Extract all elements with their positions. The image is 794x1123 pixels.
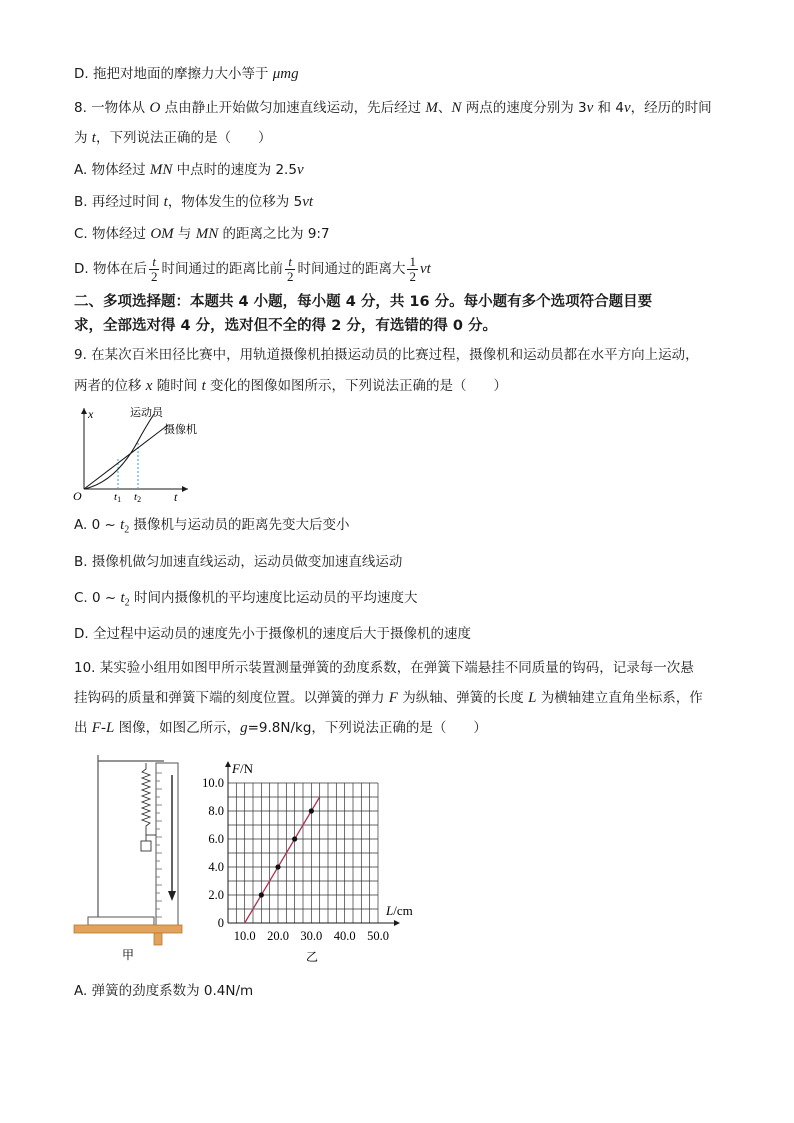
q10-fl-chart <box>200 755 425 970</box>
q10-text: 出 <box>74 720 92 736</box>
q9-option-a-text: A. 0 ~ <box>74 517 121 533</box>
q8-var-n: N <box>451 100 462 116</box>
y-tick-label: 6.0 <box>208 832 224 846</box>
base-block <box>88 917 154 925</box>
q8-text: 和 4 <box>593 100 624 116</box>
q8-var-v: v <box>623 100 631 116</box>
q9-stem-line1: 9. 在某次百米田径比赛中，用轨道摄像机拍摄运动员的比赛过程，摄像机和运动员都在水平方向上运动， <box>74 347 699 363</box>
y-tick-label: 2.0 <box>208 888 224 902</box>
fraction <box>149 255 160 284</box>
q10-stem-line2 <box>74 688 703 708</box>
q9-stem-line2 <box>74 376 507 396</box>
fraction-numerator: t <box>149 255 160 270</box>
q9-var-x: x <box>145 378 153 394</box>
data-point <box>259 892 264 897</box>
q8-text: 两点的速度分别为 3 <box>461 100 587 116</box>
q8-option-c-text: C. 物体经过 <box>74 226 151 242</box>
q8-stem-line2 <box>74 128 271 148</box>
q8-var-vt: vt <box>419 261 431 277</box>
q8-var-om: OM <box>150 226 174 242</box>
chart-xlabel: L/cm <box>386 903 413 918</box>
q8-option-d-text: D. 物体在后 <box>74 261 147 277</box>
fraction <box>285 255 296 284</box>
t2-label: t2 <box>134 491 142 504</box>
q10-text: =9.8N/kg，下列说法正确的是（ ） <box>247 720 487 736</box>
q10-stem-line1: 10. 某实验小组用如图甲所示装置测量弹簧的劲度系数，在弹簧下端悬挂不同质量的钩码，记录每一次悬 <box>74 660 694 676</box>
x-tick-label: 30.0 <box>300 929 323 943</box>
q9-option-a-text: 摄像机与运动员的距离先变大后变小 <box>129 517 350 533</box>
q9-text: 两者的位移 <box>74 378 146 394</box>
data-point <box>292 836 297 841</box>
q8-stem-line1 <box>74 98 712 118</box>
athlete-label: 运动员 <box>130 406 163 419</box>
q8-text: 为 <box>74 130 92 146</box>
q8-option-c <box>74 224 330 244</box>
fit-line <box>245 797 320 923</box>
q9-option-a <box>74 515 350 541</box>
q9-option-d: D. 全过程中运动员的速度先小于摄像机的速度后大于摄像机的速度 <box>74 626 471 642</box>
t1-label: t1 <box>114 491 122 504</box>
q8-option-a-text: A. 物体经过 <box>74 162 150 178</box>
q8-var-mn: MN <box>195 226 219 242</box>
q9-var-t: t <box>201 378 206 394</box>
y-axis-label: x <box>88 407 94 421</box>
x-axis-label: t <box>174 490 178 504</box>
q8-text: 8. 一物体从 <box>74 100 150 116</box>
x-tick-label: 50.0 <box>367 929 389 943</box>
q8-option-b-text: ，物体发生的位移为 5 <box>167 194 303 210</box>
q8-option-a <box>74 160 304 180</box>
figure-b-label: 乙 <box>305 950 319 964</box>
q8-option-d <box>74 252 431 286</box>
q9-option-c-text: 时间内摄像机的平均速度比运动员的平均速度大 <box>129 590 418 606</box>
q8-var-t: t <box>163 194 168 210</box>
spring <box>142 763 150 835</box>
q10-text: 为横轴建立直角坐标系，作 <box>536 690 703 706</box>
camera-line <box>84 425 168 489</box>
q8-var-v: v <box>586 100 594 116</box>
q9-option-c-text: C. 0 ~ <box>74 590 121 606</box>
fraction-denominator: 2 <box>409 268 416 284</box>
q10-text: 图像，如图乙所示， <box>114 720 241 736</box>
q8-var-mn: MN <box>149 162 173 178</box>
fraction-numerator: t <box>285 255 296 270</box>
x-tick-label: 40.0 <box>333 929 356 943</box>
q9-option-b: B. 摄像机做匀加速直线运动，运动员做变加速直线运动 <box>74 554 403 570</box>
origin-label: O <box>73 489 82 503</box>
table-top <box>74 925 182 933</box>
chart-grid <box>228 783 378 923</box>
q8-option-d-text: 时间通过的距离比前 <box>161 261 283 277</box>
q10-stem-line3 <box>74 718 487 738</box>
q8-option-d-text: 时间通过的距离大 <box>297 261 406 277</box>
q9-text: 变化的图像如图所示，下列说法正确的是（ ） <box>205 378 508 394</box>
camera-label: 摄像机 <box>164 423 197 436</box>
figure-a-label: 甲 <box>121 948 135 962</box>
section2-heading-line2: 求，全部选对得 4 分，选对但不全的得 2 分，有选错的得 0 分。 <box>74 318 498 334</box>
q9-var-t: t <box>120 517 125 533</box>
q8-option-b-text: B. 再经过时间 <box>74 194 164 210</box>
q8-option-c-text: 的距离之比为 9:7 <box>218 226 330 242</box>
q7-option-d-text: D. 拖把对地面的摩擦力大小等于 <box>74 66 273 82</box>
q9-option-c <box>74 588 417 614</box>
x-tick-label: 20.0 <box>267 929 289 943</box>
q9-xt-graph <box>70 402 200 504</box>
table-leg <box>154 933 162 945</box>
data-point <box>275 864 280 869</box>
x-tick-label: 10.0 <box>233 929 256 943</box>
q10-text: 挂钩码的质量和弹簧下端的刻度位置。以弹簧的弹力 <box>74 690 389 706</box>
q8-option-a-text: 中点时的速度为 2.5 <box>172 162 297 178</box>
q10-var-g: g <box>240 720 248 736</box>
q8-text: ，经历的时间 <box>630 100 712 116</box>
subscript: 2 <box>124 597 130 609</box>
athlete-curve <box>84 414 154 489</box>
q8-text: 点由静止开始做匀加速直线运动，先后经过 <box>160 100 426 116</box>
fraction-denominator: 2 <box>286 268 294 284</box>
chart-y-arrowhead <box>225 761 231 767</box>
data-point <box>309 808 314 813</box>
q9-text: 随时间 <box>152 378 202 394</box>
y-tick-label: 0 <box>217 916 224 930</box>
q8-option-c-text: 与 <box>173 226 196 242</box>
weight <box>141 841 151 851</box>
y-tick-label: 8.0 <box>208 804 224 818</box>
section2-heading-line1: 二、多项选择题：本题共 4 小题，每小题 4 分，共 16 分。每小题有多个选项符合题目要 <box>74 294 653 310</box>
q8-var-o: O <box>149 100 161 116</box>
q7-option-d <box>74 64 299 84</box>
q8-text: ，下列说法正确的是（ ） <box>95 130 272 146</box>
chart-ylabel: F/N <box>232 761 253 776</box>
q10-var-l: L <box>528 690 537 706</box>
q10-var-fl: F-L <box>91 720 115 736</box>
y-tick-label: 4.0 <box>208 860 224 874</box>
q8-var-m: M <box>425 100 438 116</box>
fraction-denominator: 2 <box>150 268 158 284</box>
q8-var-vt: vt <box>302 194 314 210</box>
q8-var-t: t <box>91 130 96 146</box>
q10-apparatus-figure <box>72 755 187 965</box>
q8-text: 、 <box>437 100 452 116</box>
subscript: 2 <box>124 524 130 536</box>
chart-x-arrowhead <box>394 920 400 926</box>
q8-option-b <box>74 192 313 212</box>
q10-text: 为纵轴、弹簧的长度 <box>397 690 529 706</box>
q7-option-d-expr: μmg <box>272 66 299 82</box>
q8-var-v: v <box>296 162 304 178</box>
fraction <box>407 255 418 284</box>
y-tick-label: 10.0 <box>202 776 224 790</box>
q10-var-f: F <box>388 690 398 706</box>
q10-option-a: A. 弹簧的劲度系数为 0.4N/m <box>74 983 254 999</box>
fraction-numerator: 1 <box>409 253 416 269</box>
q9-var-t: t <box>120 590 125 606</box>
